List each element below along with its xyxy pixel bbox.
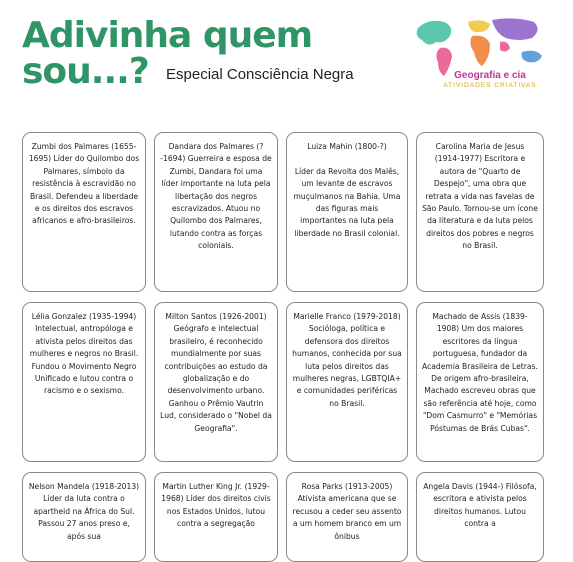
card-text: Angela Davis (1944-) Filósofa, escritora e ativista pelos direitos humanos. Lutou contra a: [423, 482, 537, 529]
card-text: Marielle Franco (1979-2018) Socióloga, política e defensora dos direitos humanos, conhecida por sua luta pelos direitos das mulheres negras, LGBTQIA+ e comunidades periféricas no Brasil.: [292, 312, 402, 408]
card-text: Nelson Mandela (1918-2013) Líder da luta contra o apartheid na África do Sul. Passou 27 anos preso e, após sua: [28, 482, 140, 541]
title-line-2: sou...?: [22, 51, 149, 92]
card-luiza: [286, 132, 408, 292]
card-rosa: [286, 472, 408, 562]
card-milton: [154, 302, 278, 462]
card-text: Luiza Mahin (1800-?) Líder da Revolta dos Malês, um levante de escravos muçulmanos na Bahia. Uma das figuras mais importantes na luta pela liberdade no Brasil colonial.: [293, 142, 401, 238]
card-lelia: [22, 302, 146, 462]
card-mandela: [22, 472, 146, 562]
card-carolina: [416, 132, 544, 292]
card-text: Martin Luther King Jr. (1929-1968) Líder dos direitos civis nos Estados Unidos, lutou contra a segregação: [161, 482, 271, 529]
card-zumbi: [22, 132, 146, 292]
card-mlk: [154, 472, 278, 562]
card-text: Milton Santos (1926-2001) Geógrafo e intelectual brasileiro, é reconhecido mundialmente por suas contribuições ao estudo da globalização e do desenvolvimento urbano. Ganhou o Prêmio Vautrin Lud, considerado o "Nobel da Geografia".: [160, 312, 272, 433]
card-text: Zumbi dos Palmares (1655-1695) Líder do Quilombo dos Palmares, símbolo da resistência à escravidão no Brasil. Defendeu a liberdade e os direitos dos escravos africanos e afro-brasileiros.: [28, 142, 140, 226]
card-text: Rosa Parks (1913-2005) Ativista americana que se recusou a ceder seu assento a um homem branco em um ônibus: [292, 482, 402, 541]
card-text: Carolina Maria de Jesus (1914-1977) Escritora e autora de "Quarto de Despejo", uma obra que retrata a vida nas favelas de São Paulo. Tornou-se um ícone da literatura e da luta pelos direitos dos pobres e negros no Brasil.: [422, 142, 538, 251]
card-angela: [416, 472, 544, 562]
card-text: Dandara dos Palmares (?-1694) Guerreira e esposa de Zumbi, Dandara foi uma líder importante na luta pela libertação dos negros escravizados. Atuou no Quilombo dos Palmares, lutando contra as forças coloniais.: [160, 142, 272, 251]
card-marielle: [286, 302, 408, 462]
logo-name: Geografia e cia: [454, 70, 526, 81]
card-grid: [22, 132, 544, 562]
card-dandara: [154, 132, 278, 292]
logo-tagline: ATIVIDADES CRIATIVAS: [443, 82, 537, 89]
card-machado: [416, 302, 544, 462]
card-text: Lélia Gonzalez (1935-1994) Intelectual, antropóloga e ativista pelos direitos das mulheres e negros no Brasil. Fundou o Movimento Negro Unificado e lutou contra o racismo e o sexismo.: [29, 312, 139, 396]
page-subtitle: Especial Consciência Negra: [166, 66, 354, 83]
title-line-1: Adivinha quem: [22, 15, 313, 56]
card-text: Machado de Assis (1839-1908) Um dos maiores escritores da língua portuguesa, fundador da Academia Brasileira de Letras. De origem afro-brasileira, Machado escreveu obras que são referência até hoje, como "Dom Casmurro" e "Memórias Póstumas de Brás Cubas".: [422, 312, 538, 433]
